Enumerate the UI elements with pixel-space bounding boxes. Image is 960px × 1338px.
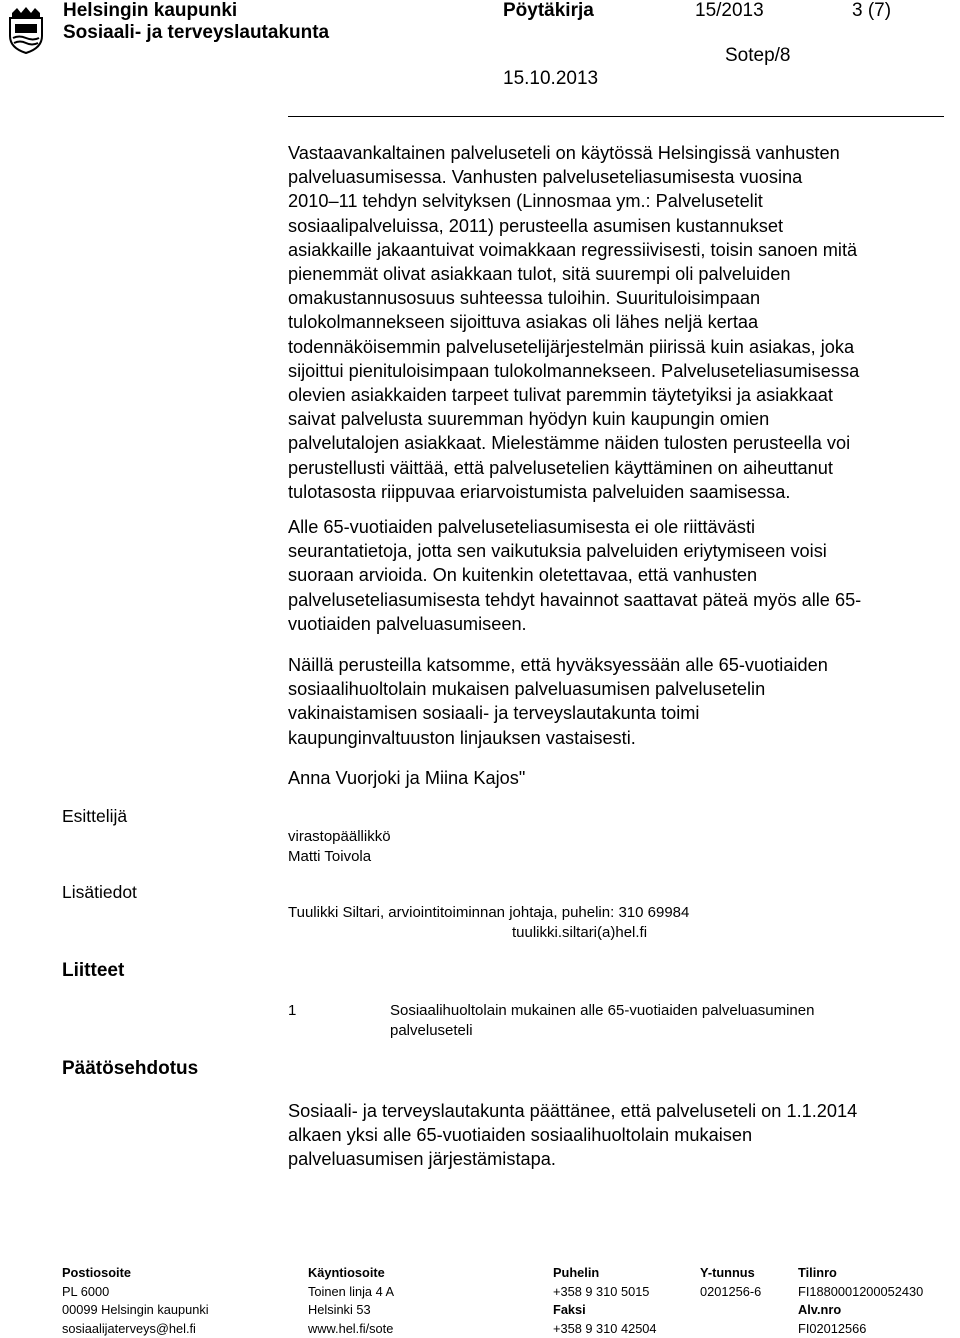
text-line: sijoittui pienituloisimpaan tulokolmannekseen. Palveluseteliasumisessa [288, 359, 948, 383]
footer-col-account [798, 1264, 923, 1338]
presenter-label: Esittelijä [62, 806, 127, 827]
helsinki-crest-logo [6, 6, 46, 54]
footer-heading: Postiosoite [62, 1264, 209, 1283]
footer-line: 00099 Helsingin kaupunki [62, 1301, 209, 1320]
footer-heading: Faksi [553, 1301, 657, 1320]
attachment-title-cont: palveluseteli [390, 1021, 473, 1041]
header-divider [288, 116, 944, 117]
paragraph-3 [288, 653, 948, 750]
footer-line: FI02012566 [798, 1320, 923, 1338]
text-line: omakustannusosuus suhteessa tuloihin. Suurituloisimpaan [288, 286, 948, 310]
text-line: saivat palvelusta suuremman hyödyn kuin kaupungin omien [288, 407, 948, 431]
footer-col-business-id [700, 1264, 761, 1301]
doc-type: Pöytäkirja [503, 0, 594, 22]
presenter-name: Matti Toivola [288, 847, 371, 867]
info-email: tuulikki.siltari(a)hel.fi [512, 923, 647, 943]
footer-line: FI1880001200052430 [798, 1283, 923, 1302]
text-line: perustellusti väittää, että palvelusetelien käyttäminen on aiheuttanut [288, 456, 948, 480]
footer-line: Toinen linja 4 A [308, 1283, 394, 1302]
text-line: suoraan arvioida. On kuitenkin oletettavaa, että vanhusten [288, 563, 948, 587]
org-name: Helsingin kaupunki [63, 0, 237, 22]
text-line: palveluasumisen järjestämistapa. [288, 1147, 948, 1171]
meeting-date: 15.10.2013 [503, 68, 598, 90]
page-number: 3 (7) [852, 0, 891, 22]
text-line: seurantatietoja, jotta sen vaikutuksia palveluiden eriytymiseen voisi [288, 539, 948, 563]
attachments-label: Liitteet [62, 960, 124, 982]
text-line: Anna Vuorjoki ja Miina Kajos" [288, 766, 948, 790]
footer-line: PL 6000 [62, 1283, 209, 1302]
attachment-title: Sosiaalihuoltolain mukainen alle 65-vuotiaiden palveluasuminen [390, 1001, 814, 1021]
info-label: Lisätiedot [62, 882, 137, 903]
main-body [288, 141, 948, 504]
text-line: palvelutalojen asiakkaat. Mielestämme näiden tulosten perusteella voi [288, 431, 948, 455]
presenter-title: virastopäällikkö [288, 827, 391, 847]
committee-name: Sosiaali- ja terveyslautakunta [63, 22, 329, 44]
footer-line: 0201256-6 [700, 1283, 761, 1302]
footer-heading: Puhelin [553, 1264, 657, 1283]
footer-heading: Käyntiosoite [308, 1264, 394, 1283]
text-line: asiakkaille jakaantuivat voimakkaan regressiivisesti, toisin sanoen mitä [288, 238, 948, 262]
footer-line: +358 9 310 5015 [553, 1283, 657, 1302]
footer-col-visiting [308, 1264, 394, 1338]
proposal-label: Päätösehdotus [62, 1058, 198, 1080]
text-line: kaupunginvaltuuston linjauksen vastaisesti. [288, 726, 948, 750]
footer-col-phone [553, 1264, 657, 1338]
text-line: sosiaalihuoltolain mukaisen palveluasumisen palvelusetelin [288, 677, 948, 701]
footer-line: Helsinki 53 [308, 1301, 394, 1320]
footer-email: sosiaalijaterveys@hel.fi [62, 1320, 209, 1338]
paragraph-2 [288, 515, 948, 636]
text-line: Vastaavankaltainen palveluseteli on käytössä Helsingissä vanhusten [288, 141, 948, 165]
footer-heading: Alv.nro [798, 1301, 923, 1320]
text-line: palveluseteliasumisesta tehdyt havainnot saattavat päteä myös alle 65- [288, 588, 948, 612]
text-line: 2010–11 tehdyn selvityksen (Linnosmaa ym.: Palvelusetelit [288, 189, 948, 213]
paragraph-1 [288, 141, 948, 504]
text-line: olevien asiakkaiden tarpeet tulivat paremmin täytetyiksi ja asiakkaat [288, 383, 948, 407]
text-line: Näillä perusteilla katsomme, että hyväksyessään alle 65-vuotiaiden [288, 653, 948, 677]
text-line: palveluasumisessa. Vanhusten palveluseteliasumisesta vuosina [288, 165, 948, 189]
footer-heading: Y-tunnus [700, 1264, 761, 1283]
text-line: todennäköisemmin palvelusetelijärjestelmän piirissä kuin asiakas, joka [288, 335, 948, 359]
text-line: tulokolmannekseen sijoittuva asiakas oli lähes neljä kertaa [288, 310, 948, 334]
proposal-text [288, 1099, 948, 1172]
footer-website: www.hel.fi/sote [308, 1320, 394, 1338]
text-line: vuotiaiden palveluasumiseen. [288, 612, 948, 636]
footer-line: +358 9 310 42504 [553, 1320, 657, 1338]
info-contact: Tuulikki Siltari, arviointitoiminnan johtaja, puhelin: 310 69984 [288, 903, 689, 923]
text-line: alkaen yksi alle 65-vuotiaiden sosiaalihuoltolain mukaisen [288, 1123, 948, 1147]
doc-number: 15/2013 [695, 0, 764, 22]
text-line: sosiaalipalveluissa, 2011) perusteella asumisen kustannukset [288, 214, 948, 238]
text-line: vakinaistamisen sosiaali- ja terveyslautakunta toimi [288, 701, 948, 725]
text-line: pienemmät olivat asiakkaan tulot, sitä suurempi oli palveluiden [288, 262, 948, 286]
text-line: tulotasosta riippuvaa eriarvoistumista palveluiden saamisessa. [288, 480, 948, 504]
attachment-number: 1 [288, 1001, 296, 1021]
text-line: Sosiaali- ja terveyslautakunta päättänee, että palveluseteli on 1.1.2014 [288, 1099, 948, 1123]
signature-line [288, 766, 948, 790]
footer-heading: Tilinro [798, 1264, 923, 1283]
section-code: Sotep/8 [725, 45, 791, 67]
text-line: Alle 65-vuotiaiden palveluseteliasumisesta ei ole riittävästi [288, 515, 948, 539]
footer-col-postal [62, 1264, 209, 1338]
